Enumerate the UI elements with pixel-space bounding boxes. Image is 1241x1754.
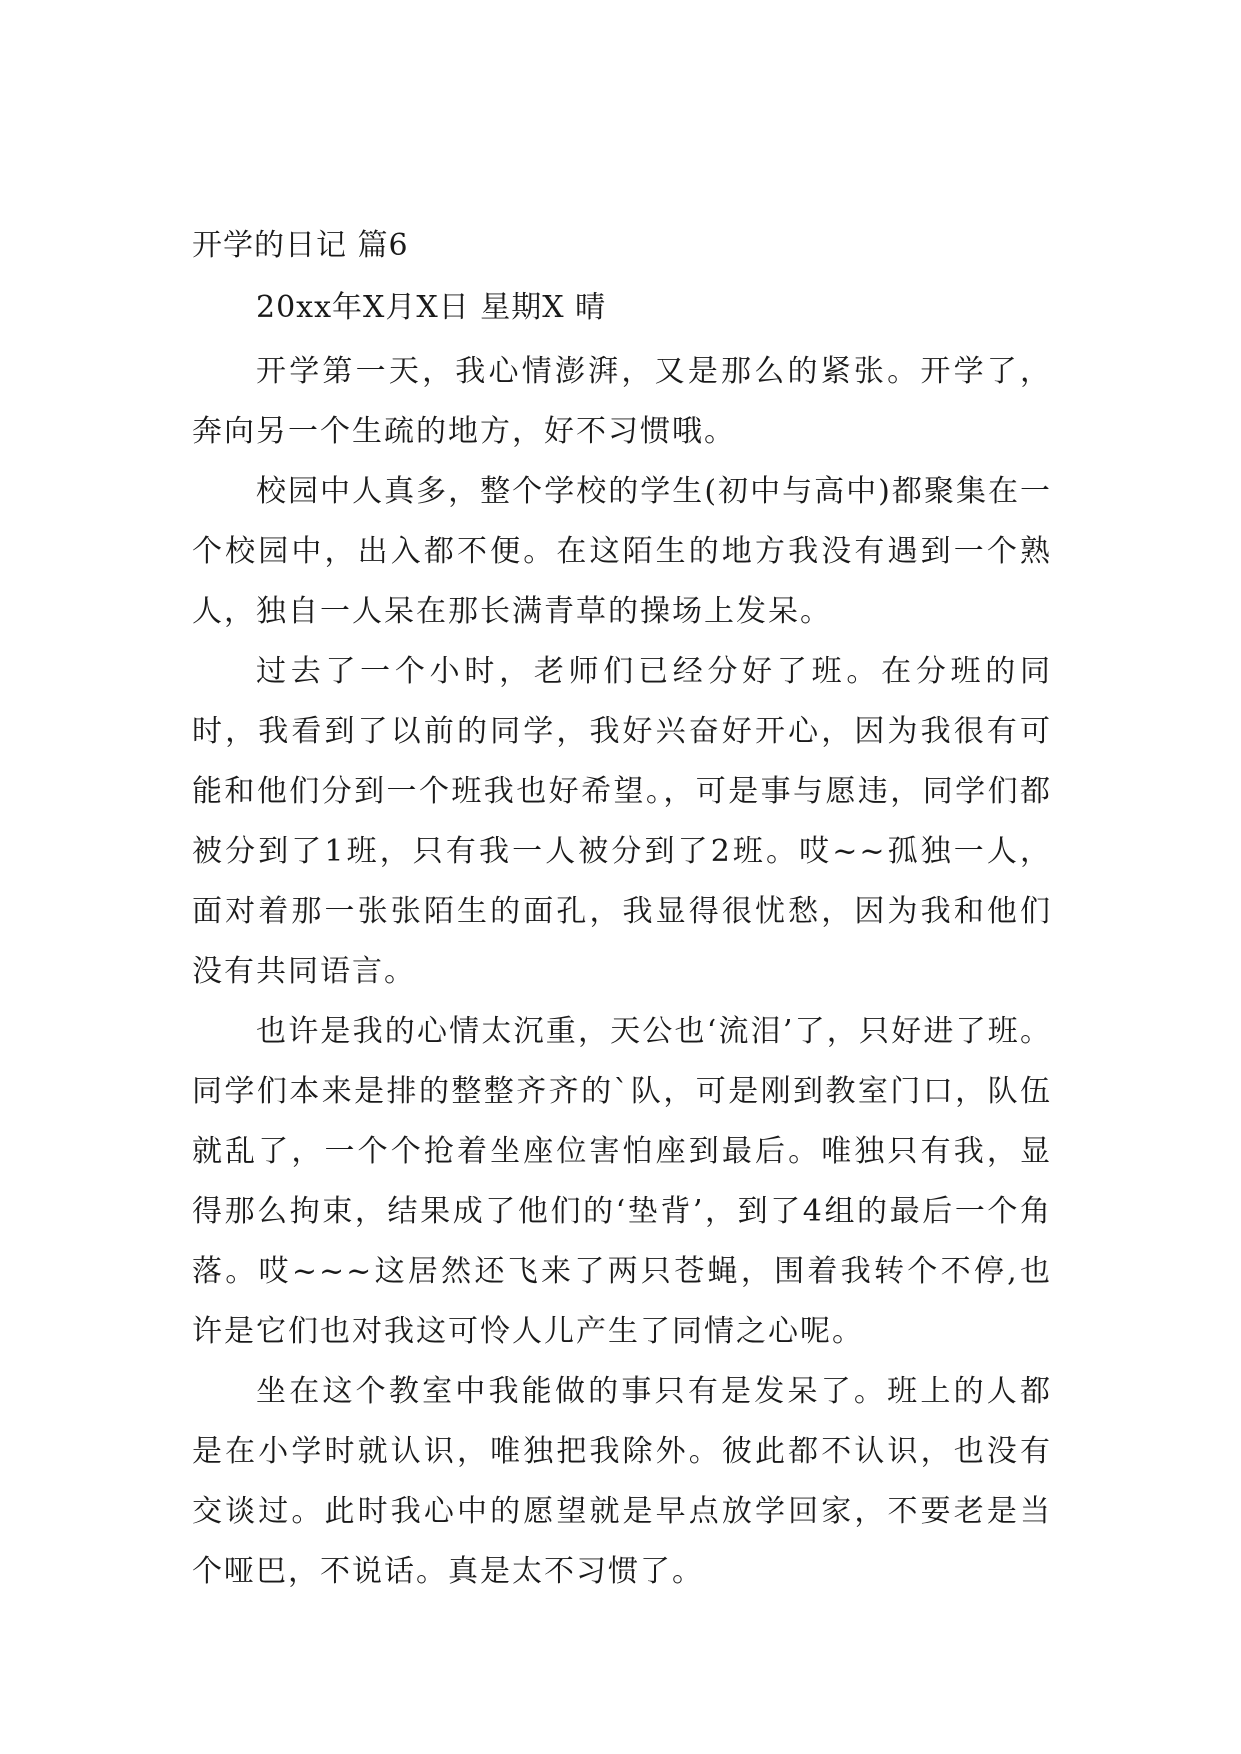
document-page [192, 224, 1052, 1602]
paragraph-5: 坐在这个教室中我能做的事只有是发呆了。班上的人都是在小学时就认识，唯独把我除外。彼此都不认识，也没有交谈过。此时我心中的愿望就是早点放学回家，不要老是当个哑巴，不说话。真是太不习惯了。 [192, 1374, 1052, 1589]
document-title: 开学的日记 篇6 [192, 228, 409, 263]
paragraph-2: 校园中人真多，整个学校的学生(初中与高中)都聚集在一个校园中，出入都不便。在这陌生的地方我没有遇到一个熟人，独自一人呆在那长满青草的操场上发呆。 [192, 474, 1052, 629]
paragraph-4: 也许是我的心情太沉重，天公也‘流泪’了，只好进了班。同学们本来是排的整整齐齐的`队，可是刚到教室门口，队伍就乱了，一个个抢着坐座位害怕座到最后。唯独只有我，显得那么拘束，结果成了他们的‘垫背’，到了4组的最后一个角落。哎~~~这居然还飞来了两只苍蝇，围着我转个不停,也许是它们也对我这可怜人儿产生了同情之心呢。 [192, 1014, 1052, 1349]
paragraph-3: 过去了一个小时，老师们已经分好了班。在分班的同时，我看到了以前的同学，我好兴奋好开心，因为我很有可能和他们分到一个班我也好希望。，可是事与愿违，同学们都被分到了1班，只有我一人被分到了2班。哎~~孤独一人，面对着那一张张陌生的面孔，我显得很忧愁，因为我和他们没有共同语言。 [192, 654, 1052, 989]
paragraph-1: 开学第一天，我心情澎湃，又是那么的紧张。开学了，奔向另一个生疏的地方，好不习惯哦。 [192, 354, 1052, 449]
date-line: 20xx年X月X日 星期X 晴 [256, 290, 607, 325]
